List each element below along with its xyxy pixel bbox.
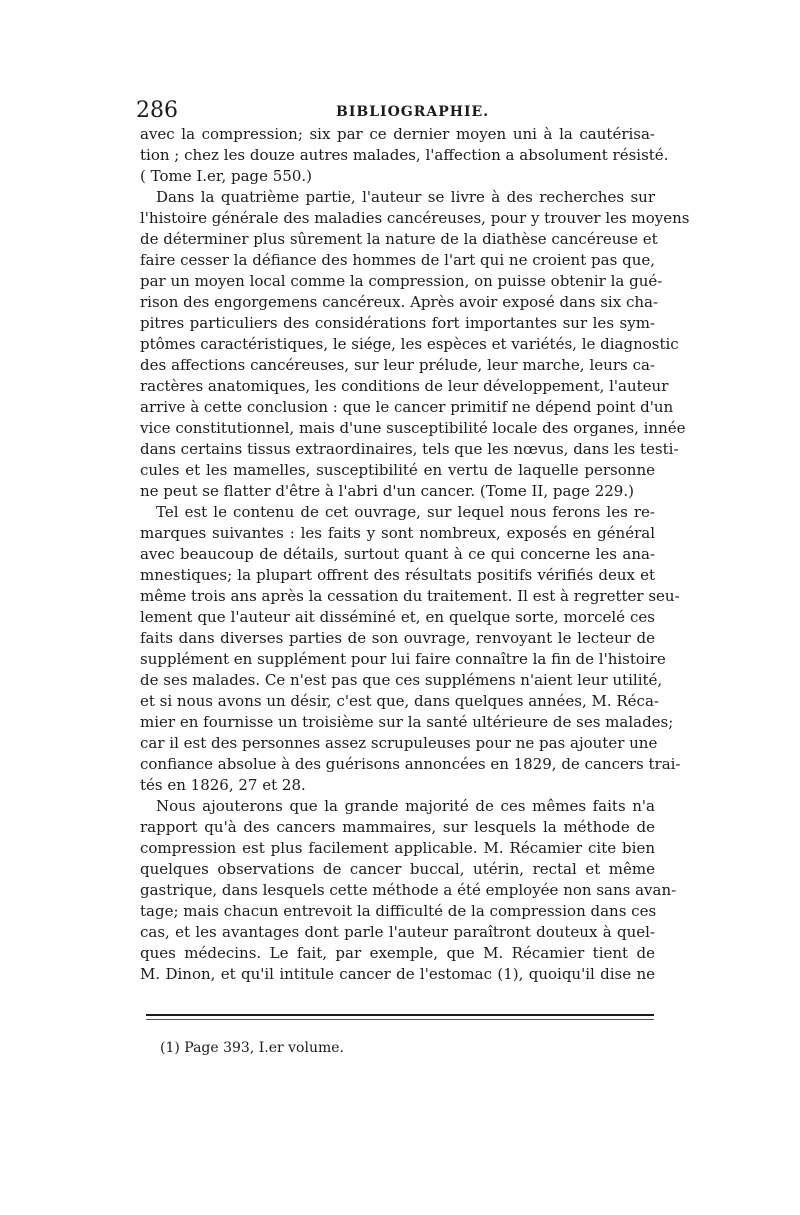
text-line: quelques observations de cancer buccal, utérin, rectal et même xyxy=(140,860,655,878)
text-line: des affections cancéreuses, sur leur prélude, leur marche, leurs ca- xyxy=(140,356,655,374)
text-line: compression est plus facilement applicable. M. Récamier cite bien xyxy=(140,839,655,857)
text-line: ques médecins. Le fait, par exemple, que M. Récamier tient de xyxy=(140,944,655,962)
text-line: marques suivantes : les faits y sont nombreux, exposés en général xyxy=(140,524,655,542)
text-line: avec beaucoup de détails, surtout quant à ce qui concerne les ana- xyxy=(140,545,655,563)
text-line: de déterminer plus sûrement la nature de la diathèse cancéreuse et xyxy=(140,230,658,248)
text-line: supplément en supplément pour lui faire connaître la fin de l'histoire xyxy=(140,650,666,668)
text-line: rison des engorgemens cancéreux. Après avoir exposé dans six cha- xyxy=(140,293,659,311)
text-line: dans certains tissus extraordinaires, tels que les nœvus, dans les testi- xyxy=(140,440,679,458)
text-line: vice constitutionnel, mais d'une susceptibilité locale des organes, innée xyxy=(140,419,686,437)
page-header xyxy=(136,96,656,126)
running-title: BIBLIOGRAPHIE. xyxy=(336,104,490,120)
text-line: Tel est le contenu de cet ouvrage, sur lequel nous ferons les re- xyxy=(156,503,655,521)
page-number: 286 xyxy=(136,98,178,123)
text-line: ( Tome I.er, page 550.) xyxy=(140,167,313,185)
text-line: faire cesser la défiance des hommes de l'art qui ne croient pas que, xyxy=(140,251,655,269)
text-line: tion ; chez les douze autres malades, l'affection a absolument résisté. xyxy=(140,146,669,164)
text-line: Nous ajouterons que la grande majorité de ces mêmes faits n'a xyxy=(156,797,655,815)
text-line: l'histoire générale des maladies cancéreuses, pour y trouver les moyens xyxy=(140,209,690,227)
text-line: cas, et les avantages dont parle l'auteur paraîtront douteux à quel- xyxy=(140,923,655,941)
text-line: M. Dinon, et qu'il intitule cancer de l'estomac (1), quoiqu'il dise ne xyxy=(140,965,655,983)
text-line: ractères anatomiques, les conditions de leur développement, l'auteur xyxy=(140,377,669,395)
text-line: pitres particuliers des considérations fort importantes sur les sym- xyxy=(140,314,655,332)
text-line: faits dans diverses parties de son ouvrage, renvoyant le lecteur de xyxy=(140,629,655,647)
footnote-separator-thin xyxy=(146,1019,654,1020)
text-line: tés en 1826, 27 et 28. xyxy=(140,776,306,794)
text-line: car il est des personnes assez scrupuleuses pour ne pas ajouter une xyxy=(140,734,658,752)
body-text xyxy=(140,124,690,985)
text-line: même trois ans après la cessation du traitement. Il est à regretter seu- xyxy=(140,587,680,605)
text-line: lement que l'auteur ait disséminé et, en quelque sorte, morcelé ces xyxy=(140,608,655,626)
text-line: ne peut se flatter d'être à l'abri d'un cancer. (Tome II, page 229.) xyxy=(140,482,634,500)
text-line: cules et les mamelles, susceptibilité en vertu de laquelle personne xyxy=(140,461,655,479)
text-line: Dans la quatrième partie, l'auteur se livre à des recherches sur xyxy=(156,188,655,206)
text-line: tage; mais chacun entrevoit la difficulté de la compression dans ces xyxy=(140,902,657,920)
footnote: (1) Page 393, I.er volume. xyxy=(160,1040,344,1056)
text-line: avec la compression; six par ce dernier moyen uni à la cautérisa- xyxy=(140,125,655,143)
text-line: ptômes caractéristiques, le siége, les espèces et variétés, le diagnostic xyxy=(140,335,679,353)
footnote-separator xyxy=(146,1014,654,1016)
text-line: mier en fournisse un troisième sur la santé ultérieure de ses malades; xyxy=(140,713,674,731)
text-line: rapport qu'à des cancers mammaires, sur lesquels la méthode de xyxy=(140,818,655,836)
text-line: confiance absolue à des guérisons annoncées en 1829, de cancers trai- xyxy=(140,755,681,773)
text-line: de ses malades. Ce n'est pas que ces supplémens n'aient leur utilité, xyxy=(140,671,663,689)
text-line: arrive à cette conclusion : que le cancer primitif ne dépend point d'un xyxy=(140,398,674,416)
text-line: gastrique, dans lesquels cette méthode a été employée non sans avan- xyxy=(140,881,677,899)
text-line: et si nous avons un désir, c'est que, dans quelques années, M. Réca- xyxy=(140,692,659,710)
text-line: par un moyen local comme la compression, on puisse obtenir la gué- xyxy=(140,272,663,290)
text-line: mnestiques; la plupart offrent des résultats positifs vérifiés deux et xyxy=(140,566,655,584)
